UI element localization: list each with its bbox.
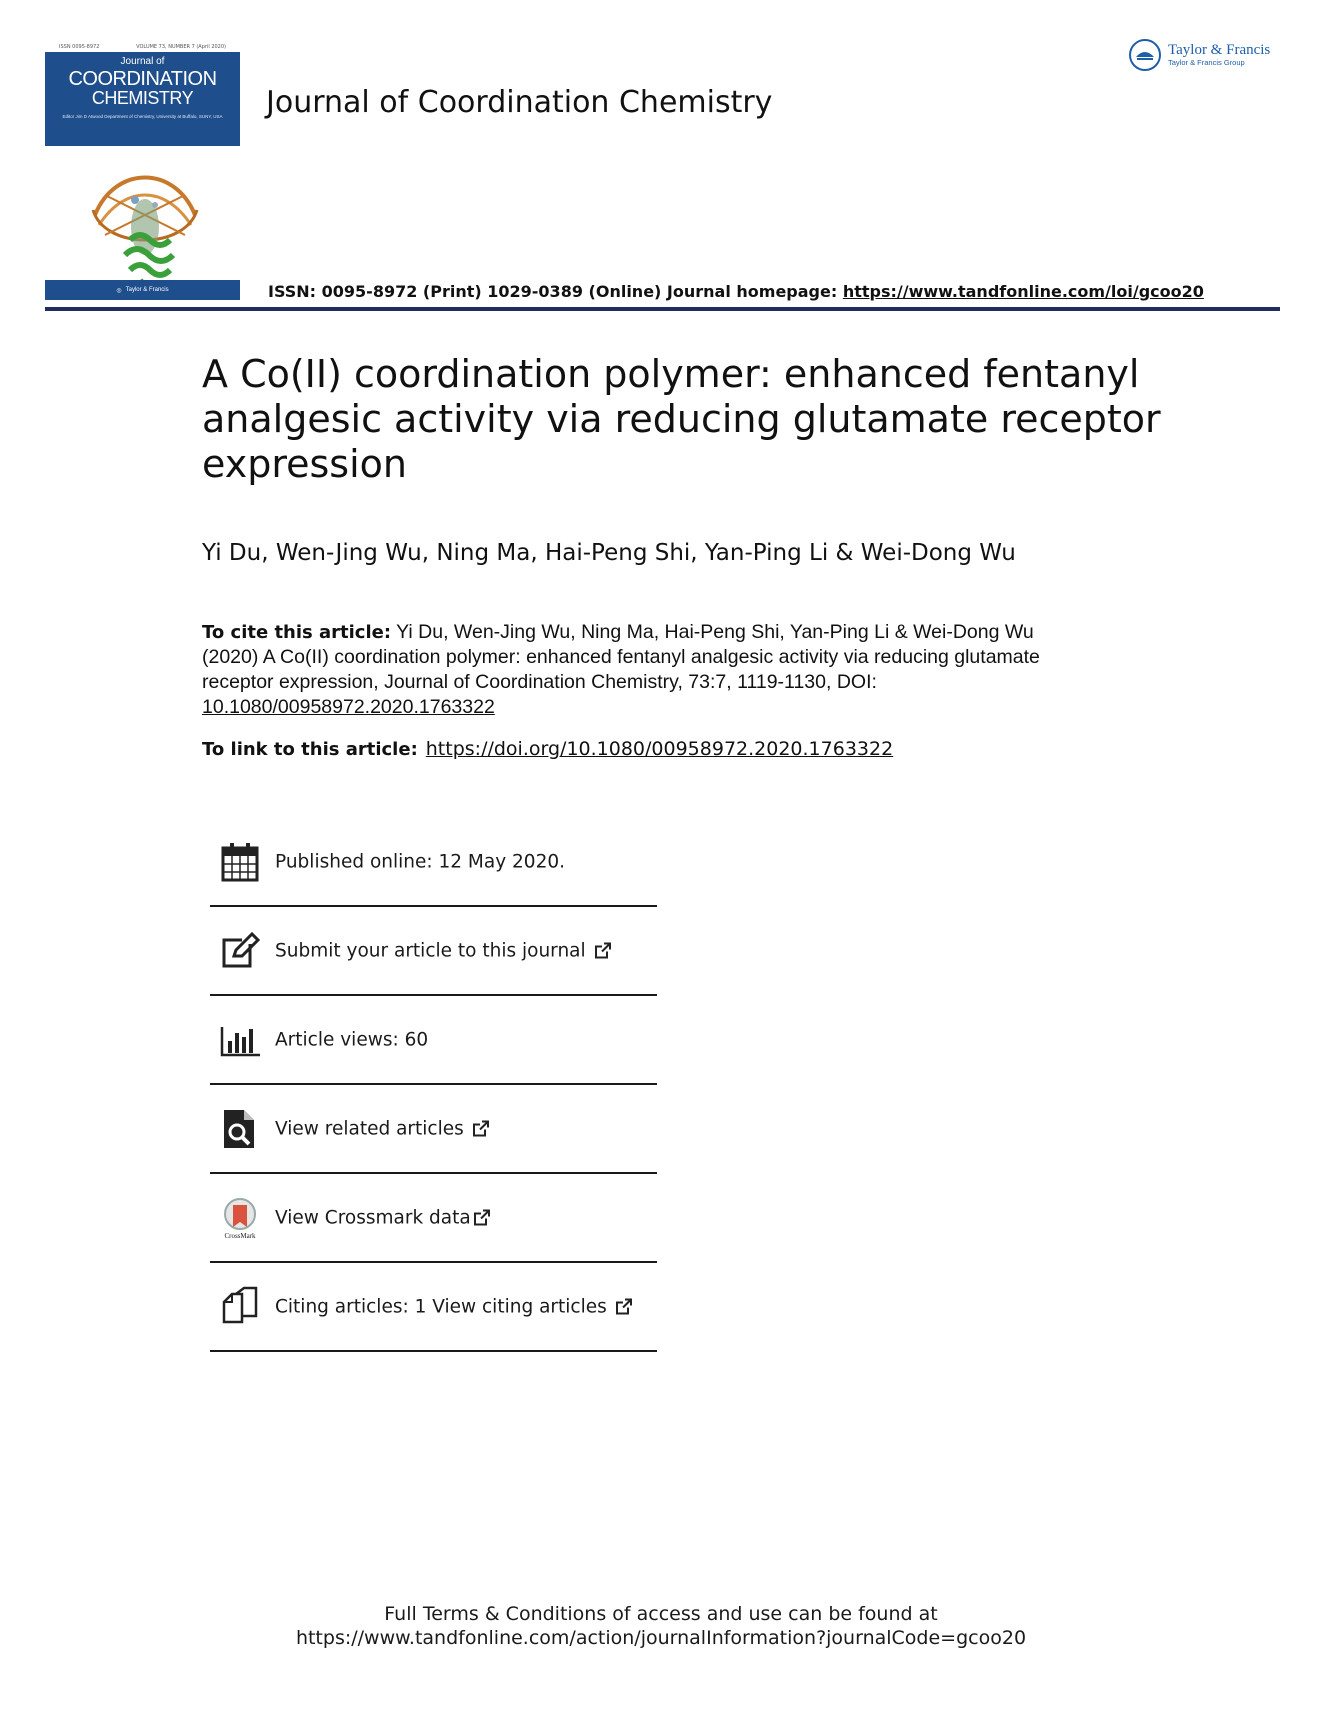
citing-articles-label: Citing articles: 1 View citing articles bbox=[275, 1296, 607, 1317]
article-title: A Co(II) coordination polymer: enhanced fentanyl analgesic activity via reducing glutamate receptor expression bbox=[202, 352, 1161, 486]
terms-footer bbox=[0, 1602, 1322, 1650]
bar-chart-icon bbox=[220, 1019, 260, 1061]
article-authors: Yi Du, Wen-Jing Wu, Ning Ma, Hai-Peng Shi, Yan-Ping Li & Wei-Dong Wu bbox=[202, 540, 1016, 566]
calendar-icon bbox=[220, 841, 260, 883]
issn-line bbox=[268, 282, 1204, 301]
issn-text: ISSN: 0095-8972 (Print) 1029-0389 (Online) Journal homepage: bbox=[268, 282, 843, 301]
external-link-icon bbox=[472, 1120, 490, 1138]
terms-footer-line1: Full Terms & Conditions of access and use can be found at bbox=[384, 1603, 938, 1625]
cover-publisher-strip bbox=[45, 280, 240, 300]
cover-journal-of: Journal of bbox=[120, 56, 165, 67]
cover-tf-icon: ◎ bbox=[116, 287, 122, 294]
published-online-text: Published online: 12 May 2020. bbox=[275, 851, 566, 872]
crossmark-label: View Crossmark data bbox=[275, 1207, 471, 1228]
submit-article-label: Submit your article to this journal bbox=[275, 940, 586, 961]
journal-title: Journal of Coordination Chemistry bbox=[266, 85, 773, 120]
external-link-icon bbox=[615, 1298, 633, 1316]
article-link-row bbox=[202, 738, 893, 760]
publisher-name: Taylor & Francis bbox=[1168, 42, 1271, 58]
submit-article-item[interactable] bbox=[210, 907, 657, 996]
related-articles-label: View related articles bbox=[275, 1118, 464, 1139]
article-doi-link[interactable]: https://doi.org/10.1080/00958972.2020.1763322 bbox=[425, 738, 894, 760]
search-document-icon bbox=[220, 1108, 260, 1150]
citation-block bbox=[202, 620, 1082, 720]
article-info-list bbox=[210, 818, 657, 1352]
crossmark-label-wrap bbox=[275, 1207, 491, 1228]
molecule-image bbox=[85, 155, 205, 300]
article-views-item bbox=[210, 996, 657, 1085]
crossmark-icon bbox=[220, 1197, 260, 1239]
citation-doi-link[interactable]: 10.1080/00958972.2020.1763322 bbox=[202, 696, 495, 718]
journal-homepage-link[interactable]: https://www.tandfonline.com/loi/gcoo20 bbox=[842, 282, 1204, 301]
related-articles-item[interactable] bbox=[210, 1085, 657, 1174]
publisher-logo-icon bbox=[1128, 38, 1162, 72]
copy-documents-icon bbox=[220, 1286, 260, 1328]
external-link-icon bbox=[473, 1209, 491, 1227]
edit-icon bbox=[220, 930, 260, 972]
citation-text: Yi Du, Wen-Jing Wu, Ning Ma, Hai-Peng Shi, Yan-Ping Li & Wei-Dong Wu (2020) A Co(II) coordination polymer: enhanced fentanyl analgesic activity via reducing glutamate receptor expression, Journal of Coordination Chemistry, 73:7, 1119-1130, DOI: bbox=[202, 621, 1040, 693]
submit-article-label-wrap bbox=[275, 940, 612, 961]
citation-label: To cite this article: bbox=[202, 622, 392, 643]
publisher-group: Taylor & Francis Group bbox=[1168, 58, 1245, 67]
related-articles-label-wrap bbox=[275, 1118, 490, 1139]
cover-volume: VOLUME 73, NUMBER 7 (April 2020) bbox=[136, 44, 226, 50]
publisher-logo[interactable] bbox=[1128, 38, 1270, 72]
journal-cover bbox=[45, 40, 240, 300]
published-online-item bbox=[210, 818, 657, 907]
cover-editor: Editor Jim D Atwood Department of Chemistry, University at Buffalo, SUNY, USA bbox=[62, 114, 223, 119]
cover-issn: ISSN 0095-8972 bbox=[59, 44, 100, 50]
cover-title-line1: COORDINATION bbox=[68, 68, 217, 90]
citing-articles-item[interactable] bbox=[210, 1263, 657, 1352]
terms-footer-link[interactable]: https://www.tandfonline.com/action/journalInformation?journalCode=gcoo20 bbox=[295, 1627, 1027, 1649]
cover-title-line2: CHEMISTRY bbox=[91, 88, 194, 108]
cover-publisher: Taylor & Francis bbox=[125, 287, 169, 293]
article-views-text: Article views: 60 bbox=[275, 1029, 429, 1050]
crossmark-item[interactable] bbox=[210, 1174, 657, 1263]
crossmark-caption: CrossMark bbox=[224, 1231, 256, 1239]
citing-articles-label-wrap bbox=[275, 1296, 633, 1317]
external-link-icon bbox=[594, 942, 612, 960]
header-divider bbox=[45, 307, 1280, 311]
article-link-label: To link to this article: bbox=[202, 739, 418, 760]
cover-title-band bbox=[45, 52, 240, 146]
